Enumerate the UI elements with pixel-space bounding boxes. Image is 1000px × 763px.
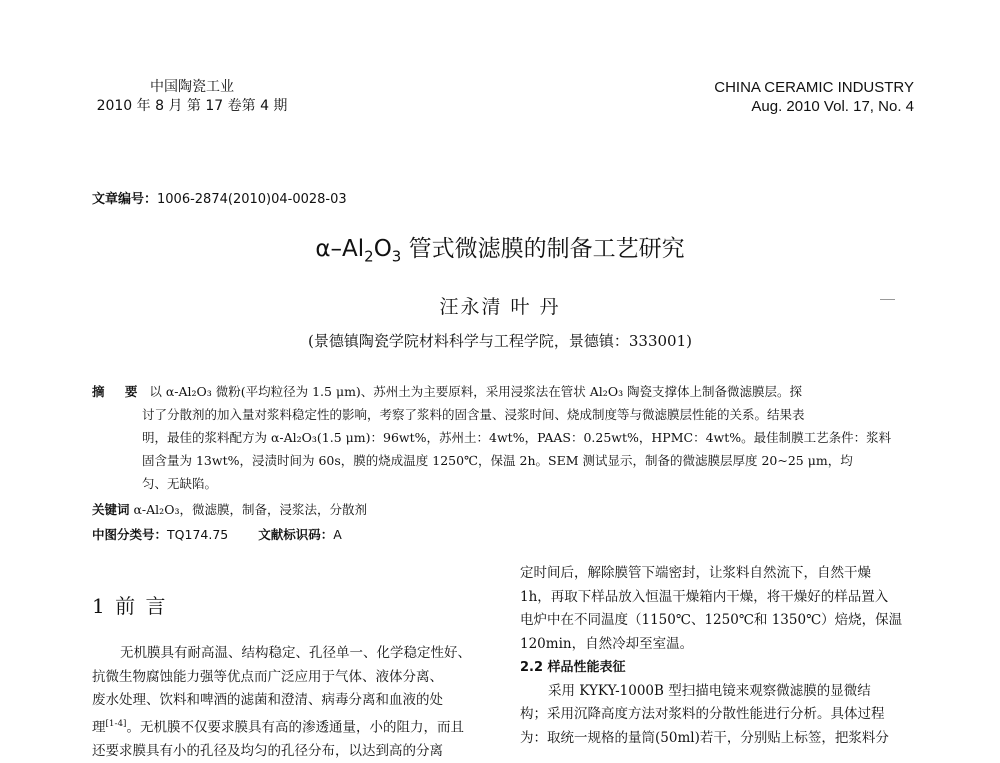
paper-title (0, 230, 1000, 266)
abstract-line-5: 匀、无缺陷。 (92, 472, 932, 495)
left-column (92, 642, 502, 763)
right-line-5: 采用 KYKY-1000B 型扫描电镜来观察微滤膜的显微结 (520, 680, 930, 704)
right-line-1: 定时间后，解除膜管下端密封，让浆料自然流下，自然干燥 (520, 562, 930, 586)
abstract (92, 380, 932, 495)
abstract-label: 摘 要 (92, 384, 145, 399)
section-2-2-heading: 2.2 样品性能表征 (520, 656, 930, 680)
left-line-3: 废水处理、饮料和啤酒的滤菌和澄清、病毒分离和血液的处 (92, 689, 502, 713)
authors: 汪永清 叶 丹 (0, 292, 1000, 319)
keywords (92, 500, 367, 518)
title-prefix: α–Al (315, 236, 364, 262)
abstract-line-1 (92, 380, 932, 403)
journal-name-cn: 中国陶瓷工业 (92, 78, 292, 97)
journal-header-en (714, 78, 914, 116)
classification-label: 中图分类号： (92, 527, 167, 542)
decorative-rule (880, 299, 895, 300)
classification-value: TQ174.75 (167, 527, 228, 542)
issue-info-en: Aug. 2010 Vol. 17, No. 4 (714, 97, 914, 116)
left-line-4-b: 。无机膜不仅要求膜具有高的渗透通量，小的阻力，而且 (126, 719, 464, 735)
article-number-value: 1006-2874(2010)04-0028-03 (157, 192, 347, 207)
keywords-label: 关键词 (92, 502, 130, 517)
title-sub2: 3 (392, 248, 402, 266)
right-line-6: 构；采用沉降高度方法对浆料的分散性能进行分析。具体过程 (520, 703, 930, 727)
right-line-2: 1h，再取下样品放入恒温干燥箱内干燥，将干燥好的样品置入 (520, 586, 930, 610)
title-sub1: 2 (364, 248, 374, 266)
left-line-5: 还要求膜具有小的孔径及均匀的孔径分布，以达到高的分离 (92, 740, 502, 763)
abstract-line-3: 明，最佳的浆料配方为 α-Al₂O₃(1.5 μm)：96wt%，苏州土：4wt%，PAAS：0.25wt%，HPMC：4wt%。最佳制膜工艺条件：浆料 (92, 426, 932, 449)
journal-name-en: CHINA CERAMIC INDUSTRY (714, 78, 914, 97)
article-number (92, 188, 347, 207)
doc-code-label: 文献标识码： (258, 527, 333, 542)
right-line-4: 120min，自然冷却至室温。 (520, 633, 930, 657)
right-line-3: 电炉中在不同温度（1150℃、1250℃和 1350℃）焙烧，保温 (520, 609, 930, 633)
doc-code-value: A (333, 527, 342, 542)
left-line-1: 无机膜具有耐高温、结构稳定、孔径单一、化学稳定性好、 (92, 642, 502, 666)
article-number-label: 文章编号： (92, 192, 157, 207)
issue-info-cn: 2010 年 8 月 第 17 卷第 4 期 (92, 97, 292, 116)
citation-ref: [1-4] (106, 719, 127, 729)
left-line-2: 抗微生物腐蚀能力强等优点而广泛应用于气体、液体分离、 (92, 666, 502, 690)
classification (92, 525, 342, 543)
right-line-7: 为：取统一规格的量筒(50ml)若干，分别贴上标签，把浆料分 (520, 727, 930, 751)
keywords-value: α-Al₂O₃，微滤膜，制备，浸浆法，分散剂 (130, 502, 367, 517)
right-column (520, 562, 930, 750)
title-mid: O (374, 236, 392, 262)
section-1-heading: 1 前 言 (92, 590, 167, 619)
left-line-4-a: 理 (92, 719, 106, 735)
title-rest: 管式微滤膜的制备工艺研究 (401, 236, 684, 262)
affiliation: (景德镇陶瓷学院材料科学与工程学院，景德镇：333001) (0, 330, 1000, 351)
journal-header-cn (92, 78, 292, 116)
abstract-text-1: 以 α-Al₂O₃ 微粉(平均粒径为 1.5 μm)、苏州土为主要原料，采用浸浆法在管状 Al₂O₃ 陶瓷支撑体上制备微滤膜层。探 (149, 384, 802, 399)
abstract-line-2: 讨了分散剂的加入量对浆料稳定性的影响，考察了浆料的固含量、浸浆时间、烧成制度等与微滤膜层性能的关系。结果表 (92, 403, 932, 426)
left-line-4 (92, 713, 502, 740)
abstract-line-4: 固含量为 13wt%，浸渍时间为 60s，膜的烧成温度 1250℃，保温 2h。SEM 测试显示，制备的微滤膜层厚度 20~25 μm，均 (92, 449, 932, 472)
